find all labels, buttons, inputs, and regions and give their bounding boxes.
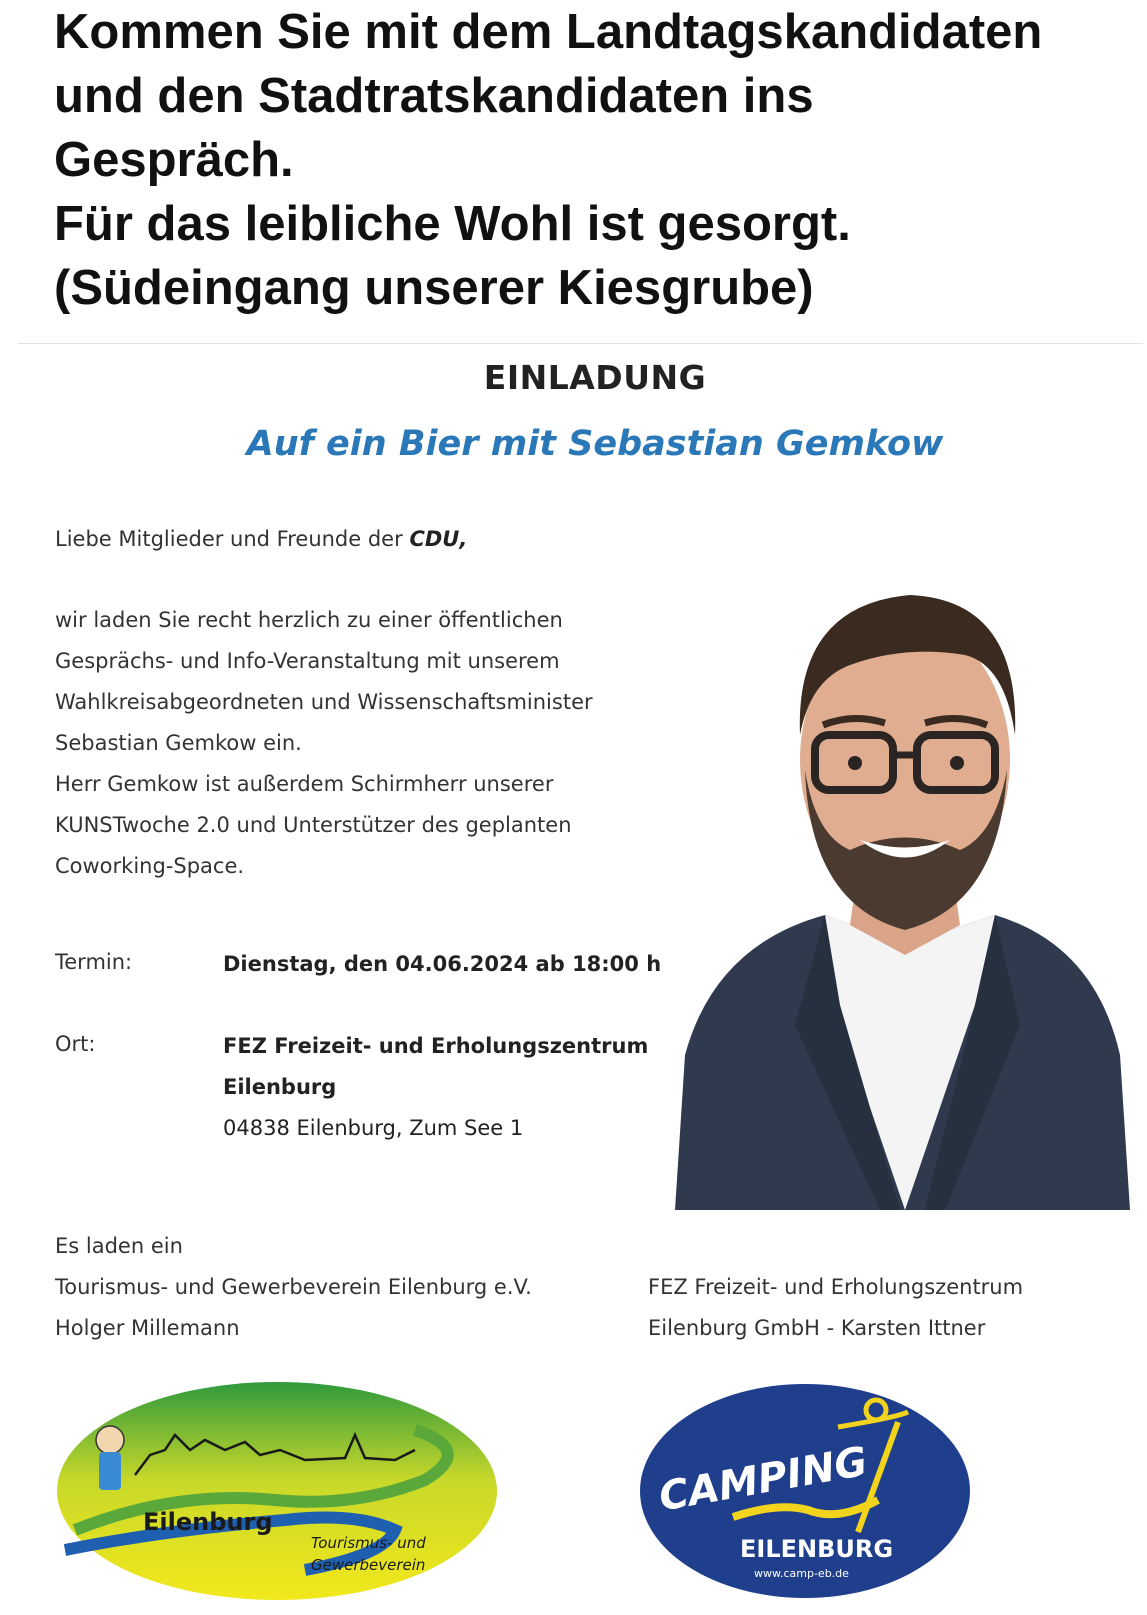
paragraph-line-6: KUNSTwoche 2.0 und Unterstützer des geplanten bbox=[55, 813, 572, 837]
paragraph-line-7: Coworking-Space. bbox=[55, 854, 245, 878]
portrait-photo bbox=[675, 585, 1135, 1210]
hosts-left bbox=[55, 1226, 532, 1349]
tourismus-logo-sub-1: Tourismus- und bbox=[311, 1534, 426, 1552]
greeting-prefix: Liebe Mitglieder und Freunde der bbox=[55, 527, 403, 551]
headline-line-5: (Südeingang unserer Kiesgrube) bbox=[54, 261, 814, 315]
paragraph-line-5: Herr Gemkow ist außerdem Schirmherr unserer bbox=[55, 772, 554, 796]
greeting bbox=[55, 519, 467, 560]
divider bbox=[18, 343, 1143, 344]
tourismus-logo bbox=[55, 1380, 500, 1602]
tourismus-logo-sub-2: Gewerbeverein bbox=[311, 1556, 426, 1574]
headline-line-3: Gespräch. bbox=[54, 133, 294, 187]
hosts-right-line-2: Eilenburg GmbH - Karsten Ittner bbox=[648, 1316, 986, 1340]
ort-label: Ort: bbox=[55, 1032, 96, 1056]
camping-logo-name: CAMPING bbox=[655, 1438, 871, 1521]
hosts-left-line-1: Tourismus- und Gewerbeverein Eilenburg e.V. bbox=[55, 1275, 532, 1299]
termin-label: Termin: bbox=[55, 950, 133, 974]
ort-value bbox=[223, 1026, 648, 1149]
hosts-intro: Es laden ein bbox=[55, 1234, 183, 1258]
hosts-right-line-1: FEZ Freizeit- und Erholungszentrum bbox=[648, 1275, 1024, 1299]
invitation-title: EINLADUNG bbox=[483, 358, 707, 397]
paragraph-line-2: Gesprächs- und Info-Veranstaltung mit unserem bbox=[55, 649, 560, 673]
headline-line-1: Kommen Sie mit dem Landtagskandidaten bbox=[54, 5, 1043, 59]
ort-line-3: 04838 Eilenburg, Zum See 1 bbox=[223, 1116, 524, 1140]
ort-line-1: FEZ Freizeit- und Erholungszentrum bbox=[223, 1034, 649, 1058]
paragraph-line-1: wir laden Sie recht herzlich zu einer öffentlichen bbox=[55, 608, 563, 632]
paragraph-line-4: Sebastian Gemkow ein. bbox=[55, 731, 302, 755]
ort-line-2: Eilenburg bbox=[223, 1075, 337, 1099]
headline-line-4: Für das leibliche Wohl ist gesorgt. bbox=[54, 197, 851, 251]
post-headline bbox=[54, 0, 1134, 320]
invitation-subtitle: Auf ein Bier mit Sebastian Gemkow bbox=[246, 424, 944, 464]
camping-logo-city: EILENBURG bbox=[740, 1535, 894, 1563]
tourismus-logo-name: Eilenburg bbox=[143, 1508, 273, 1536]
hosts-right bbox=[648, 1267, 1023, 1349]
headline-line-2: und den Stadtratskandidaten ins bbox=[54, 69, 814, 123]
termin-value bbox=[223, 944, 661, 985]
camping-logo-url: www.camp-eb.de bbox=[754, 1567, 849, 1580]
camping-logo bbox=[638, 1382, 973, 1600]
paragraph-line-3: Wahlkreisabgeordneten und Wissenschaftsminister bbox=[55, 690, 593, 714]
hosts-left-line-2: Holger Millemann bbox=[55, 1316, 240, 1340]
invitation-paragraph bbox=[55, 600, 695, 887]
greeting-party: CDU, bbox=[409, 527, 468, 551]
termin-date: Dienstag, den 04.06.2024 ab 18:00 h bbox=[223, 952, 662, 976]
